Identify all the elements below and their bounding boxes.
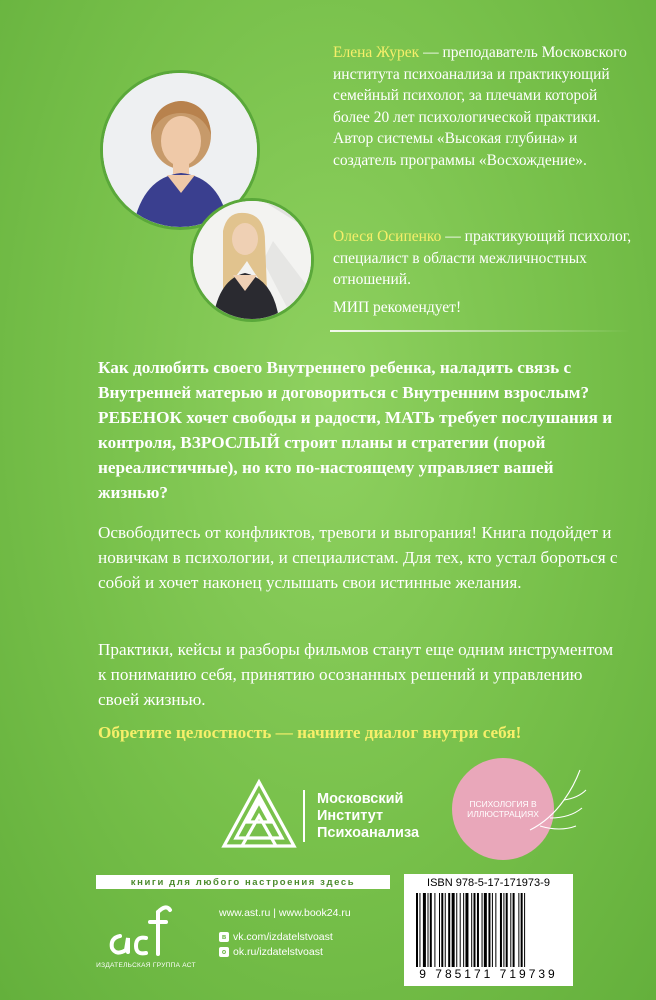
author-bio-elena-text: — преподаватель Московского института психоанализа и практикующий семейный психолог, за плечами которой более 20 лет психологической практики. Автор системы «Высокая глубина» и создатель программы «Восхождение».: [333, 44, 627, 169]
series-badge-text: ПСИХОЛОГИЯ В ИЛЛЮСТРАЦИЯХ: [467, 799, 539, 819]
author-name-elena: Елена Журек: [333, 44, 420, 61]
barcode-digits: 9 785171 719739: [419, 967, 558, 981]
website-links[interactable]: www.ast.ru | www.book24.ru: [219, 907, 351, 919]
barcode-icon: [414, 893, 564, 967]
hand-illustration-icon: [520, 760, 590, 840]
blurb-paragraph-1: Освободитесь от конфликтов, тревоги и выгорания! Книга подойдет и новичкам в психологии, и специалистам. Для тех, кто устал бороться с собой и хочет наконец услышать свои истинные желания.: [98, 523, 618, 592]
author-name-olesya: Олеся Осипенко: [333, 228, 442, 245]
call-to-action: Обретите целостность — начните диалог внутри себя!: [98, 723, 522, 742]
blurb-paragraph-2: Практики, кейсы и разборы фильмов станут еще одним инструментом к пониманию себя, принятию осознанных решений и управлению своей жизнью.: [98, 640, 614, 709]
isbn-barcode-box: [404, 874, 573, 986]
tagline-bar: [96, 875, 390, 889]
institute-name-line1: Московский: [317, 791, 404, 807]
ok-link[interactable]: [219, 946, 323, 958]
author-bio-olesya: [333, 226, 633, 291]
vk-icon: в: [219, 932, 229, 942]
tagline-text: книги для любого настроения здесь: [130, 876, 356, 888]
isbn-text: ISBN 978-5-17-171973-9: [427, 877, 550, 889]
author-bio-elena: [333, 42, 633, 171]
vk-link-text: vk.com/izdatelstvoast: [233, 931, 333, 943]
vk-link[interactable]: [219, 931, 333, 943]
blurb-question: Как долюбить своего Внутреннего ребенка, наладить связь с Внутренней матерью и договориться с Внутренним взрослым? РЕБЕНОК хочет свободы и радости, МАТЬ требует послушания и контроля, ВЗРОСЛЫЙ строит планы и стратегии (порой нереалистичные), но кто по-настоящему управляет вашей жизнью?: [98, 358, 613, 502]
institute-name-line3: Психоанализа: [317, 825, 420, 841]
ok-icon: о: [219, 947, 229, 957]
mip-recommends: МИП рекомендует!: [333, 299, 462, 316]
ast-logo-icon: [106, 900, 178, 960]
ok-link-text: ok.ru/izdatelstvoast: [233, 946, 323, 958]
institute-name-line2: Институт: [317, 808, 384, 824]
ast-caption: ИЗДАТЕЛЬСКАЯ ГРУППА АСТ: [96, 962, 196, 969]
divider-line: [330, 330, 630, 332]
author-photo-olesya: [190, 198, 314, 322]
author-bio-olesya-text: — практикующий психолог, специалист в области межличностных отношений.: [333, 228, 632, 288]
mip-logo-icon: [218, 776, 300, 858]
logo-separator: [303, 790, 305, 842]
institute-name: [317, 791, 419, 842]
